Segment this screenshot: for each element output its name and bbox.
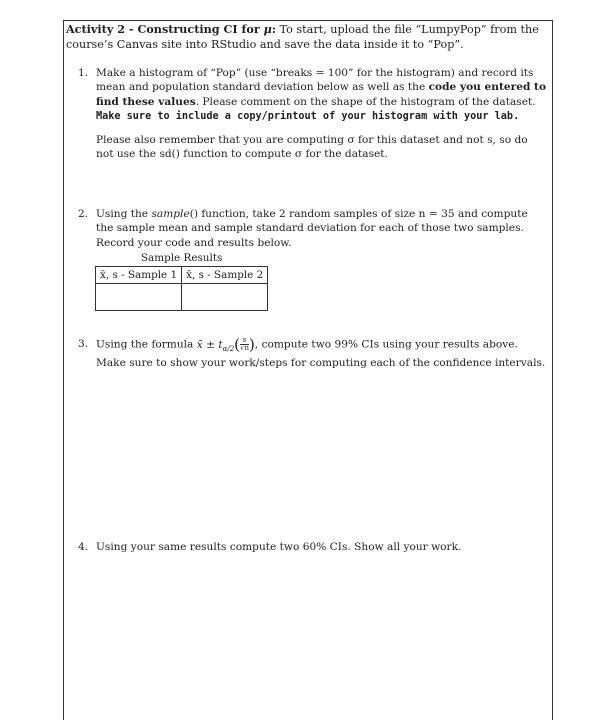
question-text: Using the	[96, 208, 149, 220]
question-2	[78, 207, 548, 250]
question-1-note: Please also remember that you are computing σ for this dataset and not s, so do not use the sd() function to compute σ for the dataset.	[96, 134, 528, 161]
table-header-sample-1: x̄, s - Sample 1	[96, 267, 182, 284]
question-number: 4.	[78, 541, 89, 553]
question-number: 1.	[78, 67, 89, 79]
question-text: () function, take 2 random samples of size n = 35 and compute the sample mean and sample standard deviation for each of those two samples. Record your code and results below.	[96, 208, 528, 249]
question-number: 2.	[78, 208, 89, 220]
table-header-sample-2: x̄, s - Sample 2	[182, 267, 268, 284]
formula: x̄ ± $t_{\alpha/2}$	[196, 338, 235, 353]
question-1	[78, 66, 548, 124]
sample-results-table	[95, 250, 268, 311]
activity-header	[66, 22, 550, 52]
question-text: . Please comment on the shape of the histogram of the dataset.	[195, 95, 536, 108]
formula-fraction: $\frac{s}{√n}$	[240, 336, 249, 352]
question-emphasis: Make sure to include a copy/printout of your histogram with your lab.	[96, 110, 520, 122]
table-caption: Sample Results	[96, 250, 268, 267]
table-cell-sample-1[interactable]	[96, 284, 182, 311]
question-text: Using your same results compute two 60% CIs. Show all your work.	[96, 541, 462, 553]
question-4	[78, 540, 548, 554]
question-text: , compute two 99% CIs using your results above. Make sure to show your work/steps for computing each of the confidence intervals.	[96, 338, 546, 369]
question-emphasis: code you entered to find these values	[96, 81, 547, 108]
activity-intro: To start, upload the file “LumpyPop” from the course’s Canvas site into RStudio and save the data inside it to “Pop”.	[66, 23, 539, 51]
function-name: sample	[151, 208, 190, 220]
question-number: 3.	[78, 338, 89, 350]
question-3: 3. Using the formula x̄ ± $t_{\alpha/2}$( $\frac{s}{√n}$ ), compute two 99% CIs using your results above. Make sure to show your work/steps for computing each of the confidence intervals.	[78, 335, 546, 369]
table-cell-sample-2[interactable]	[182, 284, 268, 311]
question-text: Using the formula	[96, 338, 194, 351]
activity-title: Activity 2 - Constructing CI for μ:	[66, 22, 276, 36]
question-text: Make a histogram of “Pop” (use “breaks = 100” for the histogram) and record its mean and population standard deviation below as well as the	[96, 67, 534, 94]
